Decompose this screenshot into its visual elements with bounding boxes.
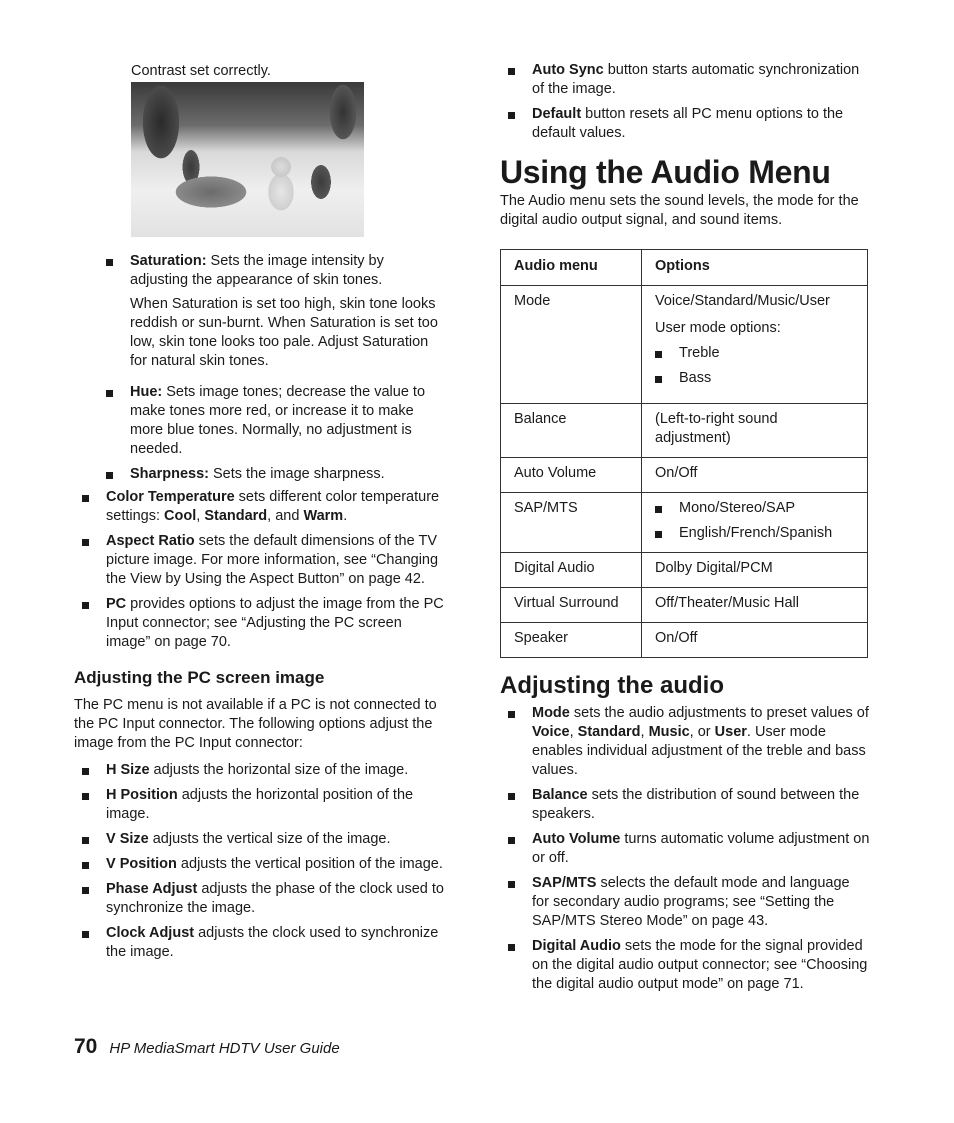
table-row — [501, 286, 868, 404]
standard-option: Standard — [577, 724, 641, 740]
list-item: Treble — [655, 344, 854, 363]
table-cell: Virtual Surround — [501, 588, 642, 623]
h-size-label: H Size — [106, 762, 150, 778]
audio-intro: The Audio menu sets the sound levels, the mode for the digital audio output signal, and sound items. — [500, 193, 859, 228]
table-cell — [642, 286, 868, 404]
snow-dog-photo — [131, 82, 364, 237]
table-cell: On/Off — [642, 458, 868, 493]
column-header: Options — [642, 250, 868, 286]
item-text: . User mode enables individual adjustment of the treble and bass values. — [532, 724, 866, 778]
table-cell: Mode — [501, 286, 642, 404]
table-row — [501, 404, 868, 458]
h-position-label: H Position — [106, 787, 178, 803]
item-text: adjusts the vertical size of the image. — [148, 831, 391, 847]
user-option: User — [714, 724, 747, 740]
item-text: selects the default mode and language for secondary audio programs; see “Setting the SAP/MTS Stereo Mode” on page 43. — [532, 875, 850, 929]
table-cell: Dolby Digital/PCM — [642, 553, 868, 588]
list-item — [500, 61, 870, 99]
list-item — [74, 880, 444, 918]
sharpness-text: Sets the image sharpness. — [208, 466, 385, 482]
color-temp-text: sets different color temperature settings: — [106, 489, 440, 524]
separator: , or — [689, 724, 715, 740]
list-item — [500, 105, 870, 143]
saturation-text: Sets the image intensity by adjusting the appearance of skin tones. — [130, 253, 384, 288]
list-item: Bass — [655, 369, 854, 388]
table-cell: Digital Audio — [501, 553, 642, 588]
item-text: sets the audio adjustments to preset values of — [569, 705, 869, 721]
saturation-label: Saturation: — [130, 253, 207, 269]
left-column — [74, 252, 444, 968]
separator: , — [569, 724, 578, 740]
audio-menu-heading: Using the Audio Menu — [500, 154, 831, 190]
pc-section-heading: Adjusting the PC screen image — [74, 668, 325, 687]
item-text: turns automatic volume adjustment on or off. — [532, 831, 870, 866]
v-size-label: V Size — [106, 831, 149, 847]
table-cell: Speaker — [501, 623, 642, 658]
default-label: Default — [532, 106, 582, 122]
mode-label: Mode — [532, 705, 570, 721]
table-row — [501, 588, 868, 623]
list-item — [500, 874, 870, 931]
aspect-ratio-text: sets the default dimensions of the TV picture image. For more information, see “Changing the View by Using the Aspect Button” on page 42. — [106, 533, 439, 587]
table-cell: Auto Volume — [501, 458, 642, 493]
item-text: adjusts the horizontal position of the image. — [106, 787, 414, 822]
table-row — [501, 623, 868, 658]
separator: , and — [267, 508, 304, 524]
sharpness-label: Sharpness: — [130, 466, 209, 482]
audio-adjust-list — [500, 704, 870, 994]
mode-item — [500, 704, 870, 780]
music-option: Music — [648, 724, 690, 740]
item-text: adjusts the horizontal size of the image. — [149, 762, 409, 778]
adjusting-audio-heading: Adjusting the audio — [500, 672, 724, 699]
color-temp-label: Color Temperature — [106, 489, 235, 505]
page-footer — [74, 1035, 340, 1059]
table-row — [501, 493, 868, 553]
list-item — [500, 830, 870, 868]
item-text: sets the mode for the signal provided on the digital audio output connector; see “Choosing the digital audio output mode” on page 71. — [532, 938, 868, 992]
sap-options-list — [655, 499, 854, 543]
hue-text: Sets image tones; decrease the value to make tones more red, or increase it to make more blue tones. Normally, no adjustment is needed. — [130, 384, 426, 457]
list-item — [74, 924, 444, 962]
item-text: adjusts the vertical position of the image. — [176, 856, 443, 872]
item-text: adjusts the clock used to synchronize the image. — [106, 925, 439, 960]
column-header: Audio menu — [501, 250, 642, 286]
clock-adjust-label: Clock Adjust — [106, 925, 195, 941]
separator: , — [640, 724, 649, 740]
color-temperature-item — [74, 488, 444, 526]
pc-buttons-list — [500, 61, 870, 143]
user-mode-list — [655, 344, 854, 388]
photo-caption: Contrast set correctly. — [131, 63, 271, 79]
warm-option: Warm — [303, 508, 344, 524]
item-text: adjusts the phase of the clock used to synchronize the image. — [106, 881, 444, 916]
table-cell: (Left-to-right sound adjustment) — [642, 404, 868, 458]
list-item: Mono/Stereo/SAP — [655, 499, 854, 518]
saturation-item — [98, 252, 444, 371]
pc-item — [74, 595, 444, 652]
sharpness-item — [98, 465, 444, 484]
pc-label: PC — [106, 596, 127, 612]
period: . — [343, 508, 348, 524]
auto-sync-label: Auto Sync — [532, 62, 604, 78]
phase-adjust-label: Phase Adjust — [106, 881, 198, 897]
table-cell: Off/Theater/Music Hall — [642, 588, 868, 623]
table-cell: On/Off — [642, 623, 868, 658]
list-item — [500, 937, 870, 994]
list-item — [74, 830, 444, 849]
pc-options-list — [74, 761, 444, 962]
list-item — [74, 786, 444, 824]
auto-volume-label: Auto Volume — [532, 831, 621, 847]
aspect-ratio-label: Aspect Ratio — [106, 533, 195, 549]
audio-menu-table — [500, 249, 868, 658]
table-cell: SAP/MTS — [501, 493, 642, 553]
hue-item — [98, 383, 444, 459]
list-item: English/French/Spanish — [655, 524, 854, 543]
standard-option: Standard — [204, 508, 268, 524]
sap-mts-label: SAP/MTS — [532, 875, 597, 891]
cool-option: Cool — [164, 508, 197, 524]
picture-options — [74, 488, 444, 652]
right-column — [500, 61, 870, 1000]
table-header — [501, 250, 868, 286]
table-row — [501, 553, 868, 588]
table-cell — [642, 493, 868, 553]
user-mode-label: User mode options: — [655, 320, 781, 336]
item-text: button resets all PC menu options to the default values. — [532, 106, 844, 141]
list-item — [74, 761, 444, 780]
table-cell: Balance — [501, 404, 642, 458]
item-text: sets the distribution of sound between the speakers. — [532, 787, 860, 822]
item-text: button starts automatic synchronization of the image. — [532, 62, 860, 97]
balance-label: Balance — [532, 787, 588, 803]
voice-option: Voice — [532, 724, 570, 740]
separator: , — [196, 508, 205, 524]
digital-audio-label: Digital Audio — [532, 938, 621, 954]
pc-intro: The PC menu is not available if a PC is not connected to the PC Input connector. The following options adjust the image from the PC Input connector: — [74, 697, 437, 751]
document-title: HP MediaSmart HDTV User Guide — [109, 1040, 340, 1057]
table-row — [501, 458, 868, 493]
aspect-ratio-item — [74, 532, 444, 589]
list-item — [74, 855, 444, 874]
v-position-label: V Position — [106, 856, 177, 872]
picture-sub-options — [74, 252, 444, 484]
page-number: 70 — [74, 1035, 98, 1058]
saturation-note: When Saturation is set too high, skin tone looks reddish or sun-burnt. When Saturation is set too low, skin tone looks too pale. Adjust Saturation for natural skin tones. — [130, 296, 438, 369]
list-item — [500, 786, 870, 824]
pc-text: provides options to adjust the image from the PC Input connector; see “Adjusting the PC screen image” on page 70. — [106, 596, 444, 650]
hue-label: Hue: — [130, 384, 163, 400]
mode-options: Voice/Standard/Music/User — [655, 293, 830, 309]
